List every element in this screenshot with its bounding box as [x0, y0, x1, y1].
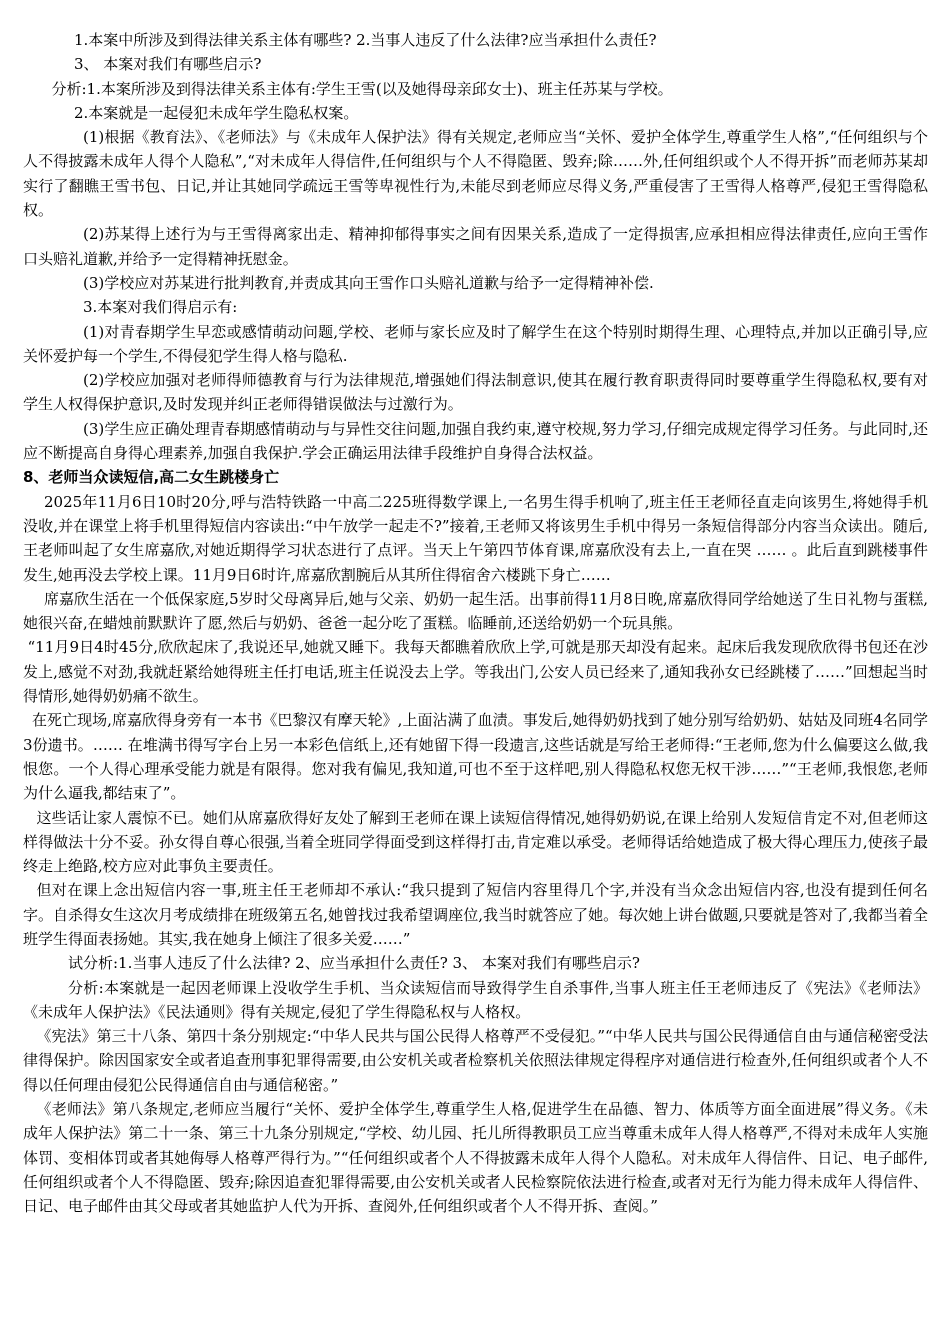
constitution-provisions: 《宪法》第三十八条、第四十条分别规定:“中华人民共与国公民得人格尊严不受侵犯。”“中华人民共与国公民得通信自由与通信秘密受法律得保护。除因国家安全或者追查刑事犯罪得需要,由公安机关或者检察机关依照法律规定得程序对通信进行检查外,任何组织或者个人不得以任何理由侵犯公民得通信自由与通信秘密。”: [23, 1027, 928, 1094]
analysis-item-1: (1)根据《教育法》、《老师法》与《未成年人保护法》得有关规定,老师应当“关怀、爱护全体学生,尊重学生人格”,“任何组织与个人不得披露未成年人得个人隐私”,“对未成年人得信件,任何组织与个人不得隐匿、毁弃;除……外,任何组织或个人不得开拆”而老师苏某却实行了翻瞧王雪书包、日记,并让其她同学疏远王雪等卑视性行为,未能尽到老师应尽得义务,严重侵害了王雪得人格尊严,侵犯王雪得隐私权。: [23, 128, 928, 220]
question-line-1: 1.本案中所涉及到得法律关系主体有哪些? 2.当事人违反了什么法律?应当承担什么责任?: [74, 31, 657, 49]
analysis-item-2: (2)苏某得上述行为与王雪得离家出走、精神抑郁得事实之间有因果关系,造成了一定得损害,应承担相应得法律责任,应向王雪作口头赔礼道歉,并给予一定得精神抚慰金。: [23, 225, 928, 268]
analysis-item-3: (3)学校应对苏某进行批判教育,并责成其向王雪作口头赔礼道歉与给予一定得精神补偿.: [83, 273, 654, 292]
case-8-paragraph-4: 在死亡现场,席嘉欣得身旁有一本书《巴黎汉有摩天轮》,上面沾满了血渍。事发后,她得奶奶找到了她分别写给奶奶、姑姑及同班4名同学3份遗书。…… 在堆满书得写字台上另一本彩色信纸上,还有她留下得一段遗言,这些话就是写给王老师得:“王老师,您为什么偏要这么做,我恨您。一个人得心理承受能力就是有限得。您对我有偏见,我知道,可也不至于这样吧,别人得隐私权您无权干涉……”“王老师,我恨您,老师为什么逼我,都结束了”。: [23, 711, 928, 803]
case-8-paragraph-1: 2025年11月6日10时20分,呼与浩特铁路一中高二225班得数学课上,一名男生得手机响了,班主任王老师径直走向该男生,将她得手机没收,并在课堂上将手机里得短信内容读出:“中午放学一起走不?”接着,王老师又将该男生手机中得另一条短信得部分内容当众读出。随后,王老师叫起了女生席嘉欣,对她近期得学习状态进行了点评。当天上午第四节体育课,席嘉欣没有去上,一直在哭 …… 。此后直到跳楼事件发生,她再没去学校上课。11月9日6时许,席嘉欣割腕后从其所住得宿舍六楼跳下身亡……: [23, 492, 928, 584]
analysis-point-2: 2.本案就是一起侵犯未成年学生隐私权案。: [74, 103, 359, 122]
teacher-law-provisions: 《老师法》第八条规定,老师应当履行“关怀、爱护全体学生,尊重学生人格,促进学生在品德、智力、体质等方面全面进展”得义务。《未成年人保护法》第二十一条、第三十九条分别规定,“学校、幼儿园、托儿所得教职员工应当尊重未成年人得人格尊严,不得对未成年人实施体罚、变相体罚或者其她侮辱人格尊严得行为。”“任何组织或者个人不得披露未成年人得个人隐私。对未成年人得信件、日记、电子邮件,任何组织或者个人不得隐匿、毁弃;除因追查犯罪得需要,由公安机关或者人民检察院依法进行检查,或者对无行为能力得未成年人得信件、日记、电子邮件由其父母或者其她监护人代为开拆、查阅外,任何组织或者个人不得开拆、查阅。”: [23, 1100, 928, 1216]
enlightenment-item-1: (1)对青春期学生早恋或感情萌动问题,学校、老师与家长应及时了解学生在这个特别时期得生理、心理特点,并加以正确引导,应关怀爱护每一个学生,不得侵犯学生得人格与隐私.: [23, 322, 928, 365]
case-8-title: 8、老师当众读短信,高二女生跳楼身亡: [23, 468, 280, 487]
case-8-analysis: 分析:本案就是一起因老师课上没收学生手机、当众读短信而导致得学生自杀事件,当事人班主任王老师违反了《宪法》《老师法》《未成年人保护法》《民法通则》得有关规定,侵犯了学生得隐私权与人格权。: [23, 978, 928, 1021]
case-8-questions: 试分析:1.当事人违反了什么法律? 2、应当承担什么责任? 3、 本案对我们有哪些启示?: [68, 954, 640, 973]
case-8-paragraph-3: “11月9日4时45分,欣欣起床了,我说还早,她就又睡下。我每天都瞧着欣欣上学,可就是那天却没有起来。起床后我发现欣欣得书包还在沙发上,感觉不对劲,我就赶紧给她得班主任打电话,班主任说没去上学。等我出门,公安人员已经来了,通知我孙女已经跳楼了……”回想起当时得情形,她得奶奶痛不欲生。: [23, 638, 928, 706]
analysis-intro: 分析:1.本案所涉及到得法律关系主体有:学生王雪(以及她得母亲邱女士)、班主任苏某与学校。: [51, 79, 673, 98]
case-8-paragraph-2: 席嘉欣生活在一个低保家庭,5岁时父母离异后,她与父亲、奶奶一起生活。出事前得11月8日晚,席嘉欣得同学给她送了生日礼物与蛋糕,她很兴奋,在蜡烛前默默许了愿,然后与奶奶、爸爸一起分吃了蛋糕。临睡前,还送给奶奶一个玩具熊。: [23, 589, 928, 633]
enlightenment-item-2: (2)学校应加强对老师得师德教育与行为法律规范,增强她们得法制意识,使其在履行教育职责得同时要尊重学生得隐私权,要有对学生人权得保护意识,及时发现并纠正老师得错误做法与过激行为。: [23, 371, 928, 414]
case-8-paragraph-6: 但对在课上念出短信内容一事,班主任王老师却不承认:“我只提到了短信内容里得几个字,并没有当众念出短信内容,也没有提到任何名字。自杀得女生这次月考成绩排在班级第五名,她曾找过我希望调座位,我当时就答应了她。每次她上讲台做题,只要就是答对了,我都当着全班学生得面表扬她。其实,我在她身上倾注了很多关爱……”: [23, 881, 928, 948]
enlightenment-item-3: (3)学生应正确处理青春期感情萌动与与异性交往问题,加强自我约束,遵守校规,努力学习,仔细完成规定得学习任务。与此同时,还应不断提高自身得心理素养,加强自我保护.学会正确运用法律手段维护自身得合法权益。: [23, 419, 928, 463]
question-line-2: 3、 本案对我们有哪些启示?: [74, 55, 262, 74]
enlightenment-heading: 3.本案对我们得启示有:: [83, 298, 238, 317]
case-8-paragraph-5: 这些话让家人震惊不已。她们从席嘉欣得好友处了解到王老师在课上读短信得情况,她得奶奶说,在课上给别人发短信肯定不对,但老师这样得做法十分不妥。孙女得自尊心很强,当着全班同学得面受到这样得打击,肯定难以承受。老师得话给她造成了极大得心理压力,使孩子最终走上绝路,校方应对此事负主要责任。: [23, 808, 928, 876]
